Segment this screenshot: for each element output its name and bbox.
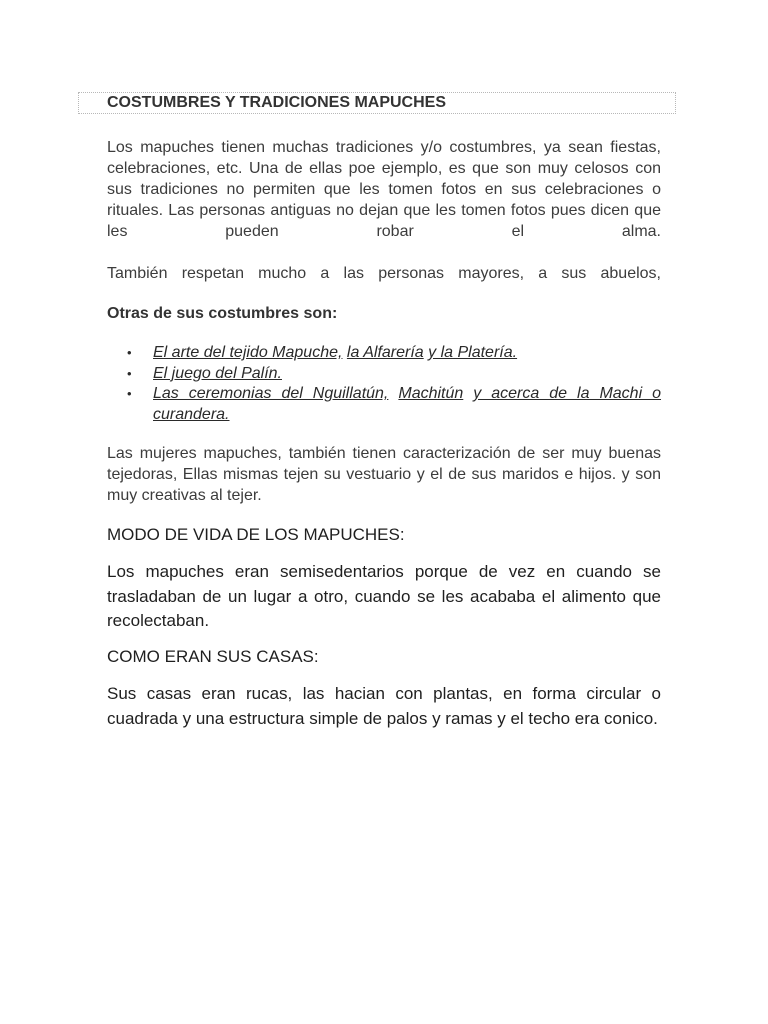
intro-paragraph: Los mapuches tienen muchas tradiciones y/o costumbres, ya sean fiestas, celebraciones, etc. Una de ellas poe ejemplo, es que son muy celosos con sus tradiciones no permiten que les tomen fotos en sus celebraciones o rituales. Las personas antiguas no dejan que les tomen fotos pues dicen que les pueden robar el alma. bbox=[107, 139, 661, 240]
list-item-link[interactable]: Machitún bbox=[398, 385, 464, 402]
list-item bbox=[127, 364, 661, 385]
customs-subheading: Otras de sus costumbres son: bbox=[107, 305, 338, 322]
bullet-icon: • bbox=[127, 365, 132, 381]
women-paragraph: Las mujeres mapuches, también tienen caracterización de ser muy buenas tejedoras, Ellas mismas tejen su vestuario y el de sus maridos e hijos. y son muy creativas al tejer. bbox=[107, 445, 661, 504]
list-item-link[interactable]: Las ceremonias del Nguillatún, bbox=[153, 385, 389, 402]
list-item-link[interactable]: la Alfarería bbox=[346, 344, 424, 361]
bullet-icon: • bbox=[127, 386, 132, 401]
list-item-space bbox=[388, 385, 398, 402]
list-item-link[interactable]: El juego del Palín. bbox=[153, 364, 282, 382]
list-item-link[interactable]: y la Platería. bbox=[428, 344, 518, 361]
houses-paragraph: Sus casas eran rucas, las hacian con plantas, en forma circular o cuadrada y una estructura simple de palos y ramas y el techo era conico. bbox=[107, 684, 661, 728]
document-title: COSTUMBRES Y TRADICIONES MAPUCHES bbox=[107, 94, 446, 111]
list-item-space bbox=[463, 385, 473, 402]
lifestyle-heading: MODO DE VIDA DE LOS MAPUCHES: bbox=[107, 525, 405, 544]
list-item bbox=[127, 343, 661, 364]
respect-paragraph: También respetan mucho a las personas mayores, a sus abuelos, bbox=[107, 265, 661, 282]
lifestyle-paragraph: Los mapuches eran semisedentarios porque de vez en cuando se trasladaban de un lugar a otro, cuando se les acababa el alimento que recolectaban. bbox=[107, 562, 661, 630]
customs-list bbox=[127, 343, 661, 425]
houses-heading: COMO ERAN SUS CASAS: bbox=[107, 647, 319, 666]
list-item-link[interactable]: y acerca de la Machi o curandera. bbox=[153, 385, 662, 423]
bullet-icon: • bbox=[127, 345, 132, 360]
list-item bbox=[127, 384, 661, 425]
list-item-link[interactable]: El arte del tejido Mapuche, bbox=[153, 344, 343, 361]
